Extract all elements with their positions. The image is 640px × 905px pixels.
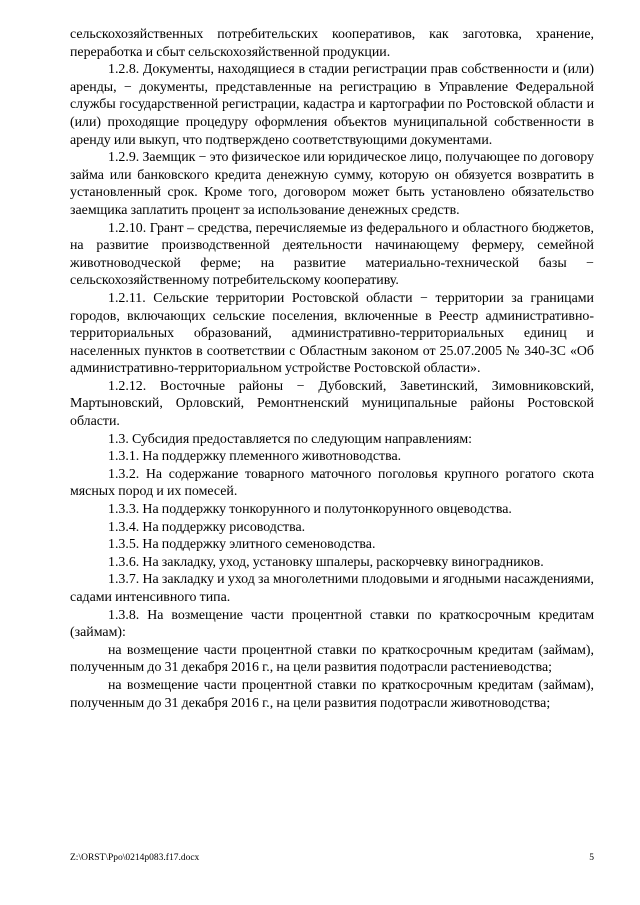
paragraph: 1.2.9. Заемщик − это физическое или юридическое лицо, получающее по договору займа или банковского кредита денежную сумму, которую он обязуется возвратить в установленный срок. Кроме того, договором может быть установлено обязательство заемщика заплатить процент за использование денежных средств. xyxy=(70,150,594,218)
paragraph: сельскохозяйственных потребительских кооперативов, как заготовка, хранение, переработка и сбыт сельскохозяйственной продукции. xyxy=(70,27,594,60)
paragraph: 1.3.1. На поддержку племенного животноводства. xyxy=(108,449,402,465)
paragraph: на возмещение части процентной ставки по краткосрочным кредитам (займам), полученным до 31 декабря 2016 г., на цели развития подотрасли растениеводства; xyxy=(70,642,594,676)
paragraph: 1.2.8. Документы, находящиеся в стадии регистрации прав собственности и (или) аренды, − документы, представленные на регистрацию в Управление Федеральной службы государственной регистрации, кадастра и картографии по Ростовской области и (или) проходящие процедуру оформления объектов муниципальной собственности в аренду или выкуп, что подтверждено соответствующими документами. xyxy=(70,62,594,148)
paragraph: 1.3.2. На содержание товарного маточного поголовья крупного рогатого скота мясных пород и их помесей. xyxy=(70,466,594,500)
paragraph: 1.3.8. На возмещение части процентной ставки по краткосрочным кредитам (займам): xyxy=(70,607,594,641)
paragraph: 1.3.4. На поддержку рисоводства. xyxy=(108,519,306,535)
paragraph: 1.3.7. На закладку и уход за многолетними плодовыми и ягодными насаждениями, садами интенсивного типа. xyxy=(70,572,594,605)
paragraph: 1.3.5. На поддержку элитного семеноводства. xyxy=(108,537,376,553)
paragraph: 1.2.12. Восточные районы − Дубовский, Заветинский, Зимовниковский, Мартыновский, Орловский, Ремонтненский муниципальные районы Ростовской области. xyxy=(70,378,594,430)
paragraph: 1.2.10. Грант – средства, перечисляемые из федерального и областного бюджетов, на развитие производственной деятельности начинающему фермеру, семейной животноводческой ферме; на развитие материально-технической базы − сельскохозяйственному потребительскому кооперативу. xyxy=(70,220,594,289)
paragraph: 1.3. Субсидия предоставляется по следующим направлениям: xyxy=(108,431,472,447)
document-body xyxy=(70,26,594,712)
paragraph: 1.3.3. На поддержку тонкорунного и полутонкорунного овцеводства. xyxy=(108,502,512,518)
paragraph: 1.3.6. На закладку, уход, установку шпалеры, раскорчевку виноградников. xyxy=(108,554,544,570)
paragraph: на возмещение части процентной ставки по краткосрочным кредитам (займам), полученным до 31 декабря 2016 г., на цели развития подотрасли животноводства; xyxy=(70,677,594,711)
page-number: 5 xyxy=(589,853,594,863)
paragraph: 1.2.11. Сельские территории Ростовской области − территории за границами городов, включающих сельские поселения, включенные в Реестр административно-территориальных образований, административно-территориальных единиц и населенных пунктов в соответствии с Областным законом от 25.07.2005 № 340-ЗС «Об административно-территориальном устройстве Ростовской области». xyxy=(70,290,594,377)
footer-file-path: Z:\ORST\Ppo\0214p083.f17.docx xyxy=(70,853,200,863)
